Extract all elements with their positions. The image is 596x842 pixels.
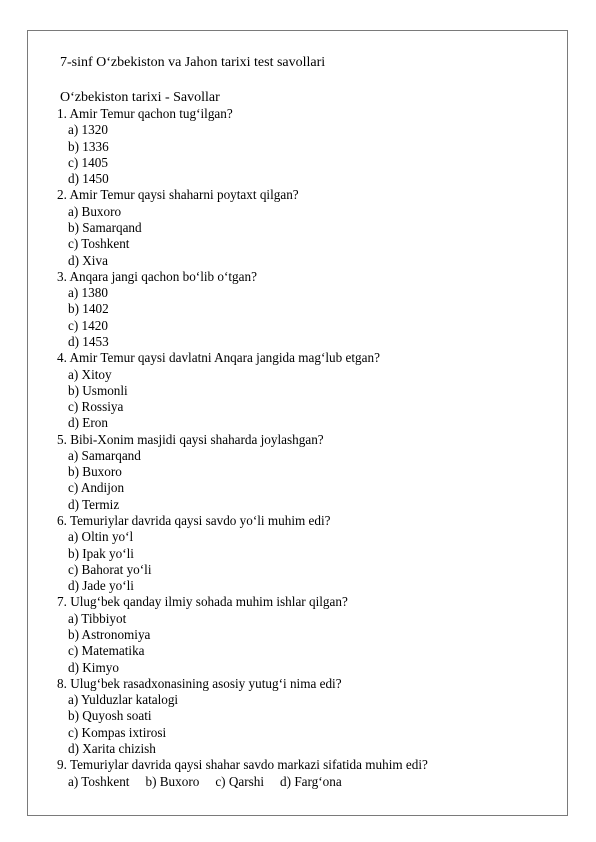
answer-option-a: a) Tibbiyot	[68, 610, 127, 626]
answer-option-a: a) Toshkent	[68, 773, 130, 789]
question-text: 5. Bibi-Xonim masjidi qaysi shaharda joylashgan?	[57, 431, 324, 447]
answer-option-c: c) 1405	[68, 154, 108, 170]
question-text: 1. Amir Temur qachon tug‘ilgan?	[57, 106, 233, 121]
answer-option-d: d) Eron	[68, 415, 108, 431]
answer-option-c: c) Kompas ixtirosi	[68, 724, 167, 740]
answer-option-c: c) Andijon	[68, 480, 125, 496]
question-3	[57, 269, 557, 350]
answer-option-b: b) Buxoro	[68, 464, 122, 480]
answer-option-a: a) Buxoro	[68, 203, 122, 219]
answer-option-b: b) Usmonli	[68, 382, 128, 398]
answer-option-b: b) Ipak yo‘li	[68, 545, 134, 561]
answer-option-a: a) Xitoy	[68, 366, 112, 382]
answer-option-c: c) Qarshi	[215, 773, 265, 789]
answer-option-b: b) Quyosh soati	[68, 708, 152, 724]
question-9	[57, 757, 557, 790]
answer-option-a: a) 1380	[68, 285, 108, 301]
question-2	[57, 187, 557, 268]
question-text: 9. Temuriylar davrida qaysi shahar savdo markazi sifatida muhim edi?	[57, 757, 428, 773]
answer-option-d: d) 1450	[68, 171, 109, 187]
question-list	[57, 106, 557, 790]
answer-option-b: b) Samarqand	[68, 219, 142, 235]
answer-option-a: a) Oltin yo‘l	[68, 529, 134, 545]
answer-option-d: d) Xiva	[68, 252, 108, 268]
answer-option-d: d) 1453	[68, 333, 109, 349]
question-1	[57, 106, 557, 187]
question-text: 7. Ulug‘bek qanday ilmiy sohada muhim ishlar qilgan?	[57, 594, 348, 610]
answer-option-c: c) Bahorat yo‘li	[68, 561, 152, 577]
answer-option-d: d) Termiz	[68, 496, 120, 512]
answer-option-d: d) Jade yo‘li	[68, 578, 134, 594]
question-8	[57, 676, 557, 757]
answer-option-c: c) Toshkent	[68, 236, 130, 252]
question-text: 3. Anqara jangi qachon bo‘lib o‘tgan?	[57, 268, 257, 284]
answer-option-a: a) 1320	[68, 122, 108, 138]
question-6	[57, 513, 557, 594]
answer-option-b: b) 1336	[68, 138, 109, 154]
answer-option-d: d) Kimyo	[68, 659, 119, 675]
question-text: 6. Temuriylar davrida qaysi savdo yo‘li muhim edi?	[57, 513, 331, 529]
answer-options-row	[57, 774, 557, 790]
section-title: O‘zbekiston tarixi - Savollar	[60, 90, 220, 105]
question-text: 8. Ulug‘bek rasadxonasining asosiy yutug‘i nima edi?	[57, 675, 342, 691]
question-5	[57, 432, 557, 513]
answer-option-d: d) Xarita chizish	[68, 740, 156, 756]
answer-option-b: b) Buxoro	[145, 773, 200, 789]
answer-option-a: a) Yulduzlar katalogi	[68, 692, 179, 708]
answer-option-c: c) Matematika	[68, 643, 145, 659]
question-7	[57, 594, 557, 675]
answer-option-a: a) Samarqand	[68, 447, 141, 463]
answer-option-d: d) Farg‘ona	[280, 773, 342, 789]
answer-option-c: c) 1420	[68, 317, 108, 333]
answer-option-b: b) Astronomiya	[68, 627, 151, 642]
document-title: 7-sinf O‘zbekiston va Jahon tarixi test savollari	[60, 55, 326, 70]
answer-option-b: b) 1402	[68, 301, 109, 317]
question-text: 2. Amir Temur qaysi shaharni poytaxt qilgan?	[57, 187, 299, 203]
question-text: 4. Amir Temur qaysi davlatni Anqara jangida mag‘lub etgan?	[57, 350, 380, 366]
answer-option-c: c) Rossiya	[68, 399, 124, 415]
question-4	[57, 350, 557, 431]
